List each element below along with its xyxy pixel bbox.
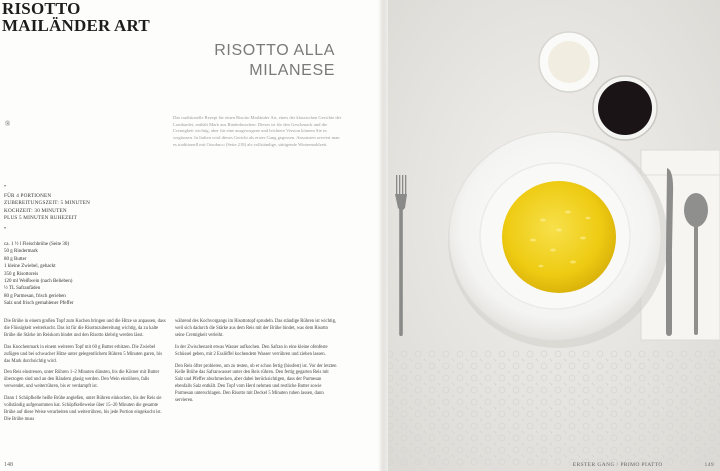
- section-label: ERSTER GANG / PRIMO PIATTO: [572, 462, 663, 468]
- method-paragraph: Den Reis einstreuen, unter Rühren 1–2 Minuten dünsten, bis die Körner mit Butter überzogen sind und an den Rändern glasig werden. Den Wein einrühren, falls verwendet, und weiterrühren, bis er verdampft ist.: [4, 370, 160, 390]
- method-paragraph: Das Knochenmark in einem weiteren Topf mit 60 g Butter erhitzen. Die Zwiebel zufügen und bei schwacher Hitze unter gelegentlichem Rühren 5 Minuten garen, bis das Mark durchsichtig wird.: [4, 344, 163, 364]
- ingredient-item: ½ TL Safranfäden: [4, 286, 41, 292]
- recipe-title-german: RISOTTO MAILÄNDER ART: [2, 0, 150, 35]
- bullet-icon: •: [4, 226, 7, 232]
- recipe-title-italian: RISOTTO ALLA MILANESE: [214, 42, 335, 79]
- risotto: [502, 181, 616, 293]
- vegetarian-symbol-icon: ®: [5, 120, 11, 128]
- book-gutter: [378, 0, 388, 471]
- right-page-photo: [383, 0, 720, 471]
- red-wine: [598, 81, 652, 135]
- bullet-icon: •: [4, 184, 7, 190]
- method-paragraph: In der Zwischenzeit etwas Wasser aufkochen. Den Safran in eine kleine ofenfeste Schüssel geben, mit 2 Esslöffel kochendem Wasser verrühren und ziehen lassen.: [175, 344, 328, 357]
- ingredient-item: Salz und frisch gemahlener Pfeffer: [4, 301, 74, 307]
- page-number-right: 149: [704, 462, 714, 468]
- ingredient-item: 80 g Butter: [4, 256, 27, 262]
- ingredient-item: 120 ml Weißwein (nach Belieben): [4, 279, 73, 285]
- parmesan: [548, 41, 590, 83]
- lace-embroidery: [383, 350, 720, 465]
- footer-right: [573, 462, 714, 468]
- method-column-2: [175, 319, 337, 410]
- method-paragraph: während des Kochvorgangs im Risottotopf sprudeln. Das ständige Rühren ist wichtig, weil sich dadurch die Stärke aus dem Reis mit der Brühe bindet, was dem Risotto seine Cremigkeit verleiht.: [175, 319, 337, 338]
- ingredient-item: ca. 1 ½ l Fleischbrühe (Seite 30): [4, 242, 69, 247]
- ingredients-list: [4, 241, 74, 308]
- page-number-left: 148: [4, 462, 13, 468]
- recipe-intro: Das traditionelle Rezept für einen Risotto Mailänder Art, eines der klassischen Gerichte der Lombardei, enthält Mark aus Rinderknochen. Dieses ist für den Geschmack und die Cremigkeit wichtig, aber für eine ausgewogene und leichtere Version können Sie es weglassen. In Italien wird dieses Gericht als erster Gang gegessen. Ansonsten serviert man es traditionell mit Ossobuco (Seite 218) als vollständige, sättigende Wintermahlzeit.: [173, 115, 342, 147]
- ingredient-item: 350 g Risottoreis: [4, 271, 39, 277]
- ingredient-item: 1 kleine Zwiebel, gehackt: [4, 264, 56, 270]
- method-column-1: [4, 319, 166, 429]
- method-paragraph: Dann 1 Schöpfkelle heiße Brühe angießen, unter Rühren einkochen, bis der Reis sie vollständig aufgenommen hat. Schöpfkelleweise über 15–20 Minuten die gesamte Brühe auf diese Weise verarbeiten und weiterrühren, bis jede Portion eingekocht ist. Die Brühe muss: [4, 396, 162, 422]
- ingredient-item: 50 g Rindermark: [4, 249, 38, 255]
- ingredient-item: 80 g Parmesan, frisch gerieben: [4, 293, 66, 299]
- method-paragraph: Den Reis öfter probieren, um zu testen, ob er schon fertig (bissfest) ist. Vor der letzten Kelle Brühe das Safranwasser unter den Reis rühren. Den fertig gegarten Reis mit Salz und Pfeffer abschmecken, aber dabei berücksichtigen, dass der Parmesan ebenfalls Salz enthält. Den Topf vom Herd nehmen und restliche Butter sowie Parmesan unterschlagen. Den Risotto mit Deckel 5 Minuten ruhen lassen, dann servieren.: [175, 363, 337, 404]
- risotto-photo: [383, 0, 720, 471]
- recipe-meta: FÜR 4 PORTIONEN ZUBEREITUNGSZEIT: 5 MINUTEN KOCHZEIT: 30 MINUTEN PLUS 5 MINUTEN RUHEZEIT: [4, 193, 91, 222]
- method-paragraph: Die Brühe in einem großen Topf zum Kochen bringen und die Hitze so anpassen, dass die Flüssigkeit weiterkocht. Das ist für die Risottozubereitung wichtig, da zu kalte Brühe die Stärke im Reiskorn bindet und den Risotto klebrig werden lässt.: [4, 319, 166, 338]
